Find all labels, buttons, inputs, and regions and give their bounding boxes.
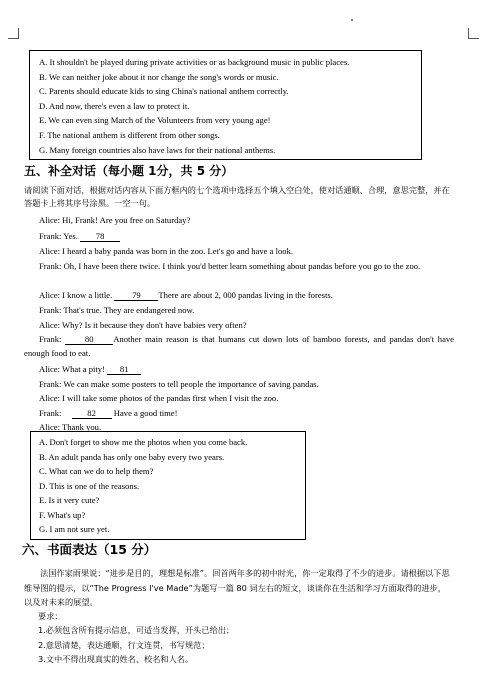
dialogue-line-10: Frank: We can make some posters to tell people the importance of saving pandas.	[39, 379, 319, 389]
dialogue-line-8	[24, 333, 454, 360]
blank-80[interactable]: 80	[65, 335, 113, 345]
dialogue-line-4: Frank: Oh, I have been there twice. I think you'd better learn something about pandas before you go to the zoo.	[39, 261, 421, 271]
dialogue-line-6: Frank: That's true. They are endangered now.	[39, 305, 195, 315]
dialogue-line-11: Alice: I will take some photos of the pandas first when I visit the zoo.	[39, 393, 279, 403]
requirement-1: 1.必须包含所有提示信息，可适当发挥，开头已给出；	[38, 625, 235, 635]
blank-78[interactable]: 78	[80, 232, 120, 242]
section-5-title: 五、补全对话（每小题 1分，共 5 分）	[24, 164, 234, 178]
requirements-title: 要求：	[38, 611, 63, 621]
option-a: A. Don't forget to show me the photos when you come back.	[39, 437, 248, 447]
speaker-text: Alice: I know a little.	[39, 290, 113, 300]
dialogue-line-9	[39, 364, 141, 375]
option-e: E. Is it very cute?	[39, 495, 100, 505]
speaker-text: Alice: What a pity!	[39, 364, 105, 374]
dialogue-line-5	[39, 290, 333, 301]
writing-prompt: 法国作家雨果说：“进步是目的，理想是标准”。回首两年多的初中时光，你一定取得了不少的进步。请根据以下思维导图的提示，以“The Progress I've Made”为题写一篇 80 词左右的短文，谈谈你在生活和学习方面取得的进步，以及对未来的展望。	[24, 568, 450, 607]
blank-79[interactable]: 79	[114, 291, 158, 301]
options-box-dialogue	[30, 431, 306, 540]
option-c: C. What can we do to help them?	[39, 466, 154, 476]
dialogue-line-3: Alice: I heard a baby panda was born in the zoo. Let's go and have a look.	[39, 246, 294, 256]
dialogue-line-12	[39, 408, 177, 419]
page-corner-mark-left	[8, 28, 19, 39]
option-b: B. We can neither joke about it nor change the song's words or music.	[39, 71, 279, 82]
blank-82[interactable]: 82	[72, 409, 112, 419]
page-corner-mark-right	[468, 28, 479, 39]
speaker-text: Frank:	[39, 334, 62, 344]
speaker-text: Frank: Yes.	[39, 231, 78, 241]
option-f: F. What's up?	[39, 509, 86, 520]
requirement-2: 2.意思清楚，表达通顺，行文连贯，书写规范；	[38, 640, 210, 650]
option-f: F. The national anthem is different from other songs.	[39, 129, 220, 140]
section-5-instructions: 请阅读下面对话，根据对话内容从下面方框内的七个选项中选择五个填入空白处，使对话通顺、合理，意思完整，并在答题卡上将其序号涂黑。一空一句。	[24, 185, 450, 209]
option-c: C. Parents should educate kids to sing China's national anthem correctly.	[39, 86, 289, 97]
requirement-3: 3.文中不得出现真实的姓名、校名和人名。	[38, 654, 194, 664]
speaker-text: Have a good time!	[113, 408, 178, 418]
speaker-text: Frank:	[39, 408, 62, 418]
options-box-passage	[29, 50, 422, 160]
scan-dot	[351, 19, 353, 21]
dialogue-line-1: Alice: Hi, Frank! Are you free on Saturday?	[39, 215, 191, 225]
blank-81[interactable]: 81	[107, 365, 141, 375]
option-a: A. It shouldn't be played during private activities or as background music in public places.	[39, 57, 350, 67]
dialogue-line-13: Alice: Thank you.	[39, 422, 102, 432]
option-d: D. This is one of the reasons.	[39, 480, 140, 491]
option-g: G. Many foreign countries also have laws for their national anthems.	[39, 144, 276, 155]
option-b: B. An adult panda has only one baby every two years.	[39, 451, 225, 462]
section-6-title: 六、书面表达（15 分）	[22, 542, 157, 557]
speaker-text: There are about 2, 000 pandas living in the forests.	[158, 290, 333, 300]
option-d: D. And now, there's even a law to protect it.	[39, 100, 190, 111]
option-e: E. We can even sing March of the Volunteers from very young age!	[39, 115, 271, 126]
speaker-text: Another main reason is that humans cut down lots of bamboo forests, and pandas don't have enough food to eat.	[24, 334, 454, 358]
dialogue-line-7: Alice: Why? Is it because they don't have babies very often?	[39, 320, 247, 330]
dialogue-line-2	[39, 231, 120, 242]
option-g: G. I am not sure yet.	[39, 524, 110, 534]
